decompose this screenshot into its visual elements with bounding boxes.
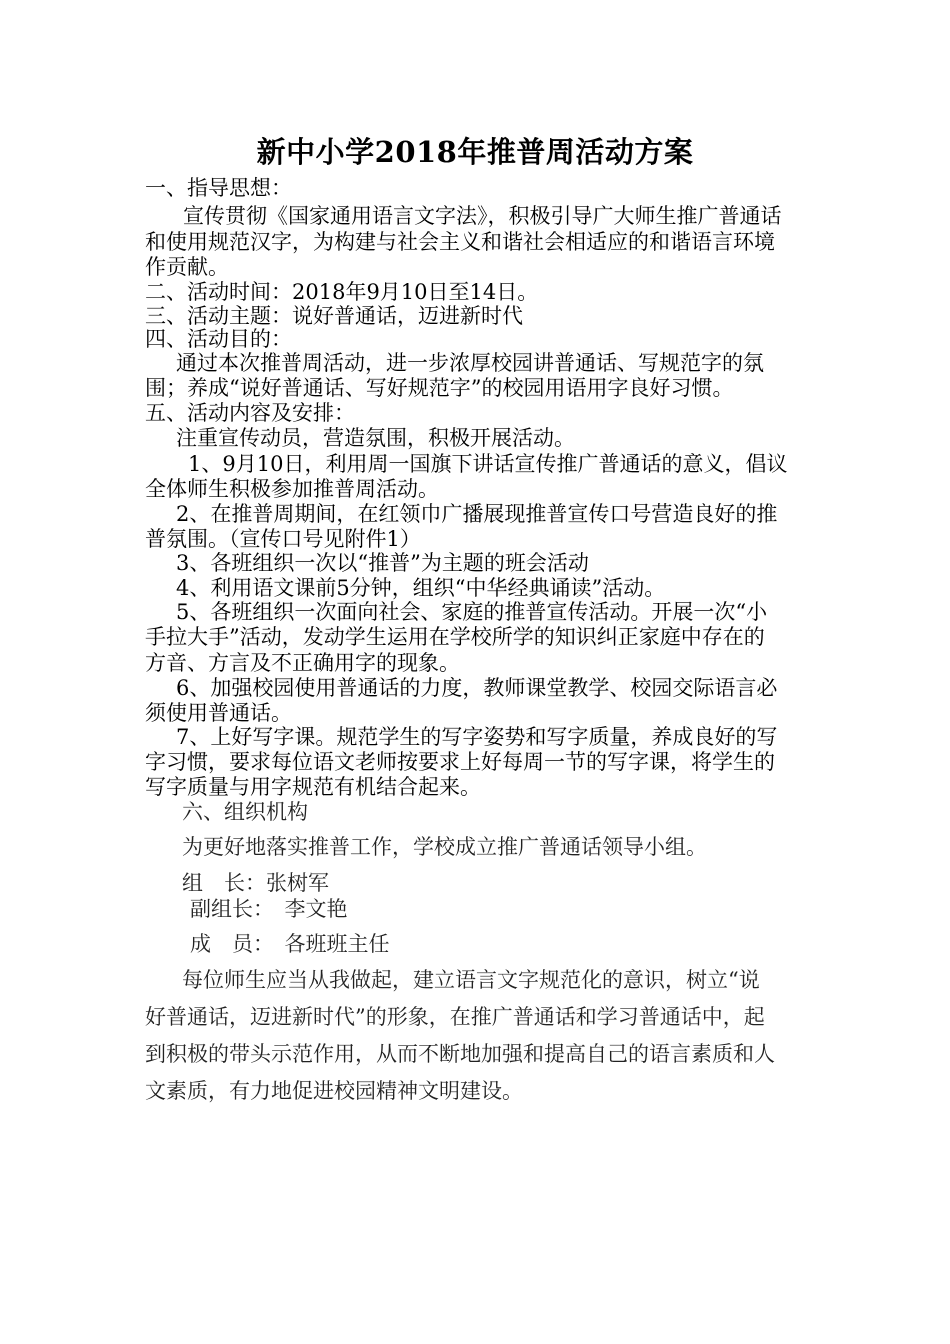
paragraph-line: 方音、方言及不正确用字的现象。: [145, 651, 460, 675]
list-item: 7、上好写字课。规范学生的写字姿势和写字质量，养成良好的写: [176, 725, 778, 749]
section-1-heading: 一、指导思想：: [145, 176, 292, 200]
paragraph-line: 宣传贯彻《国家通用语言文字法》，积极引导广大师生推广普通话: [183, 204, 782, 228]
closing-paragraph-line: 每位师生应当从我做起，建立语言文字规范化的意识，树立“说: [182, 968, 760, 992]
document-title: 新中小学2018年推普周活动方案: [256, 135, 694, 169]
closing-paragraph-line: 文素质，有力地促进校园精神文明建设。: [145, 1079, 523, 1103]
members-line: 成 员： 各班班主任: [190, 932, 390, 956]
leader-line: 组 长：张树军: [182, 871, 329, 895]
section-2-heading: 二、活动时间：2018年9月10日至14日。: [145, 280, 539, 304]
paragraph-line: 手拉大手”活动，发动学生运用在学校所学的知识纠正家庭中存在的: [145, 625, 765, 649]
paragraph-line: 注重宣传动员，营造氛围，积极开展活动。: [176, 426, 575, 450]
deputy-leader-line: 副组长： 李文艳: [190, 897, 348, 921]
paragraph-line: 全体师生积极参加推普周活动。: [145, 477, 439, 501]
list-item: 3、各班组织一次以“推普”为主题的班会活动: [176, 551, 589, 575]
closing-paragraph-line: 好普通话，迈进新时代”的形象，在推广普通话和学习普通话中，起: [145, 1005, 765, 1029]
paragraph-line: 通过本次推普周活动，进一步浓厚校园讲普通话、写规范字的氛: [176, 351, 764, 375]
list-item: 6、加强校园使用普通话的力度，教师课堂教学、校园交际语言必: [176, 676, 778, 700]
section-6-heading: 六、组织机构: [182, 800, 308, 824]
paragraph-line: 字习惯，要求每位语文老师按要求上好每周一节的写字课，将学生的: [145, 750, 775, 774]
paragraph-line: 普氛围。（宣传口号见附件1）: [145, 527, 421, 551]
list-item: 5、各班组织一次面向社会、家庭的推普宣传活动。开展一次“小: [176, 600, 768, 624]
list-item: 4、利用语文课前5分钟，组织“中华经典诵读”活动。: [176, 576, 666, 600]
paragraph-line: 作贡献。: [145, 255, 229, 279]
paragraph-line: 和使用规范汉字，为构建与社会主义和谐社会相适应的和谐语言环境: [145, 230, 775, 254]
list-item: 1、9月10日，利用周一国旗下讲话宣传推广普通话的意义，倡议: [188, 452, 788, 476]
closing-paragraph-line: 到积极的带头示范作用，从而不断地加强和提高自己的语言素质和人: [145, 1042, 775, 1066]
list-item: 2、在推普周期间，在红领巾广播展现推普宣传口号营造良好的推: [176, 502, 778, 526]
paragraph-line: 为更好地落实推普工作，学校成立推广普通话领导小组。: [182, 835, 707, 859]
section-5-heading: 五、活动内容及安排：: [145, 401, 355, 425]
paragraph-line: 写字质量与用字规范有机结合起来。: [145, 775, 481, 799]
paragraph-line: 须使用普通话。: [145, 701, 292, 725]
paragraph-line: 围；养成“说好普通话、写好规范字”的校园用语用字良好习惯。: [145, 376, 734, 400]
section-4-heading: 四、活动目的：: [145, 327, 292, 351]
section-3-heading: 三、活动主题：说好普通话，迈进新时代: [145, 304, 523, 328]
